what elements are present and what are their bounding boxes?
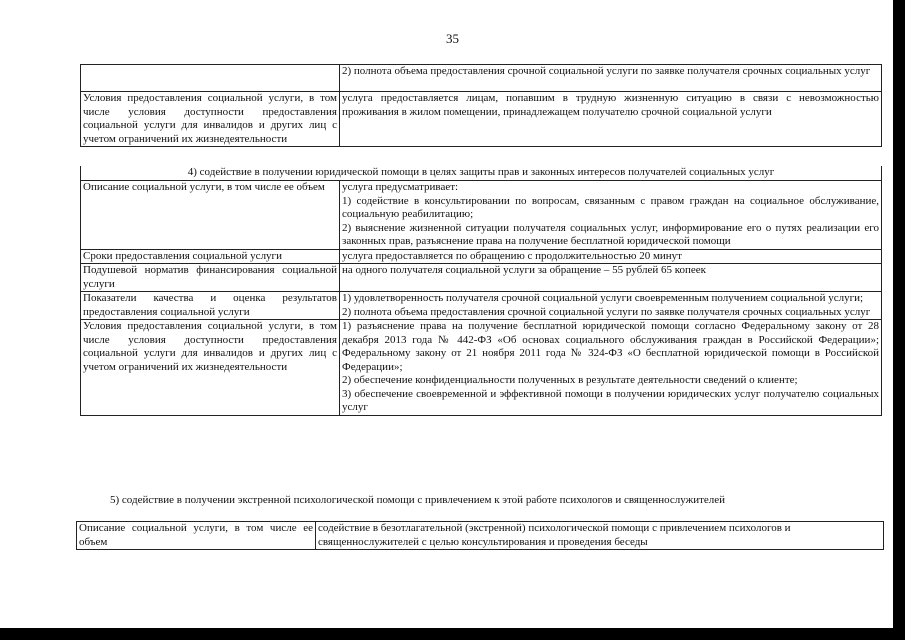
cell-paragraph: 3) обеспечение своевременной и эффективной помощи в получении юридических услуг получателю социальных услуг	[342, 387, 879, 413]
row-right-cell	[340, 249, 882, 264]
table-row	[81, 181, 882, 250]
cell-paragraph: 2) обеспечение конфиденциальности полученных в результате деятельности сведений о клиенте;	[342, 374, 798, 386]
table-row	[81, 249, 882, 264]
row-left-cell: Описание социальной услуги, в том числе ее объем	[81, 181, 340, 250]
row-left-cell: Условия предоставления социальной услуги, в том числе условия доступности предоставления социальной услуги для инвалидов и других лиц с учетом ограничений их жизнедеятельности	[81, 92, 340, 147]
row-left-cell: Подушевой норматив финансирования социальной услуги	[81, 264, 340, 292]
table-row	[81, 65, 882, 92]
cell-paragraph: на одного получателя социальной услуги за обращение – 55 рублей 65 копеек	[342, 264, 706, 276]
cell-paragraph: 1) содействие в консультировании по вопросам, связанным с правом граждан на социальное обслуживание, социальную реабилитацию;	[342, 194, 879, 220]
row-left-cell	[81, 65, 340, 92]
scan-edge-right	[893, 0, 905, 640]
section-5-heading: 5) содействие в получении экстренной психологической помощи с привлечением к этой работе психологов и священнослужителей	[110, 494, 726, 506]
cell-paragraph: услуга предусматривает:	[342, 181, 459, 193]
table-row	[81, 320, 882, 416]
table-bottom	[76, 521, 884, 550]
table-row	[81, 264, 882, 292]
cell-paragraph: 2) полнота объема предоставления срочной социальной услуги по заявке получателя срочных социальных услуг	[342, 305, 871, 318]
table-bottom-container	[76, 521, 884, 550]
row-left-cell: Условия предоставления социальной услуги, в том числе условия доступности предоставления социальной услуги для инвалидов и других лиц с учетом ограничений их жизнедеятельности	[81, 320, 340, 416]
cell-paragraph: 1) разъяснение права на получение бесплатной юридической помощи согласно Федеральному закону от 28 декабря 2013 года № 442-ФЗ «Об основах социального обслуживания граждан в Российской Федерации»; Федеральному закону от 21 ноября 2011 года № 324-ФЗ «О бесплатной юридической помощи в Российской Федерации»;	[342, 320, 879, 373]
row-right-cell	[340, 292, 882, 320]
cell-paragraph: 2) полнота объема предоставления срочной социальной услуги по заявке получателя срочных социальных услуг	[342, 65, 871, 77]
table-row	[77, 522, 884, 550]
row-right-cell	[340, 92, 882, 147]
table-mid-container	[80, 180, 882, 416]
row-right-cell	[316, 522, 884, 550]
table-row	[81, 92, 882, 147]
page-number: 35	[446, 31, 459, 46]
cell-paragraph: услуга предоставляется по обращению с продолжительностью 20 минут	[342, 249, 682, 262]
row-left-cell: Описание социальной услуги, в том числе ее объем	[77, 522, 316, 550]
cell-paragraph: услуга предоставляется лицам, попавшим в трудную жизненную ситуацию в связи с невозможностью проживания в жилом помещении, принадлежащем получателю срочной социальной услуги	[342, 92, 879, 118]
row-right-cell	[340, 320, 882, 416]
row-left-cell: Показатели качества и оценка результатов предоставления социальной услуги	[81, 292, 340, 320]
section-4-heading: 4) содействие в получении юридической помощи в целях защиты прав и законных интересов получателей социальных услуг	[80, 166, 882, 180]
table-mid	[80, 180, 882, 416]
row-left-cell: Сроки предоставления социальной услуги	[81, 249, 340, 264]
cell-paragraph: 2) выяснение жизненной ситуации получателя социальных услуг, информирование его о путях реализации его законных прав, разъяснение права на получение бесплатной юридической помощи	[342, 221, 879, 247]
table-row	[81, 292, 882, 320]
scan-edge-bottom	[0, 628, 905, 640]
cell-paragraph: 1) удовлетворенность получателя срочной социальной услуги своевременным получением социальной услуги;	[342, 292, 864, 304]
table-top-container	[80, 64, 882, 147]
table-top	[80, 64, 882, 147]
row-right-cell	[340, 65, 882, 92]
row-right-cell	[340, 181, 882, 250]
row-right-cell	[340, 264, 882, 292]
cell-paragraph: содействие в безотлагательной (экстренной) психологической помощи с привлечением психологов и священнослужителей с целью консультирования и проведения беседы	[318, 522, 791, 548]
